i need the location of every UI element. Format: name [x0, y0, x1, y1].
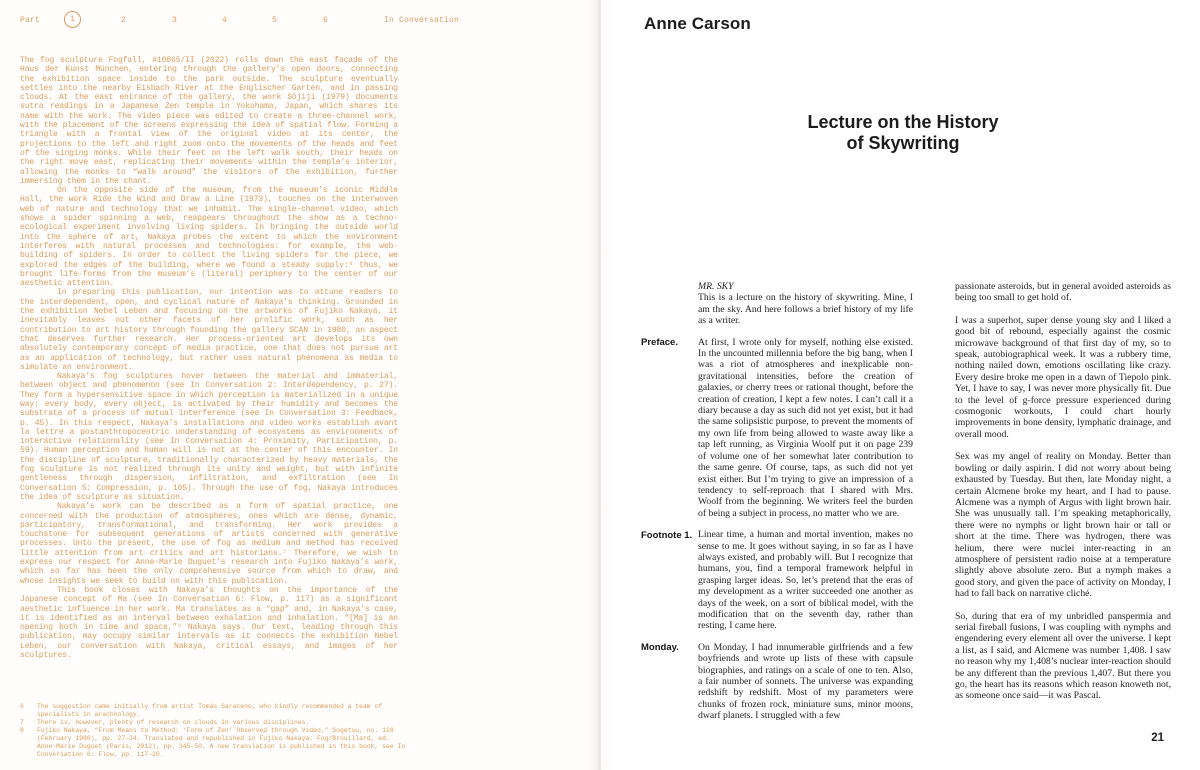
essay-paragraph: The fog sculpture Fogfall, #10865/II (2022) rolls down the east façade of the Haus der Kunst München, entering through the gallery’s open doors, connecting the exhibition space inside to the park outside. The sculpture eventually settles into the nearby Eisbach River at the Englischer Garten, and in passing clouds. At the east entrance of the gallery, the work Sōjiji (1979) documents sutra readings in a Japanese Zen temple in Yokohama, Japan, which shares its name with the work. The video piece was edited to create a three-channel work, with the placement of the screens expressing the idea of spatial flow. Forming a triangle with a frontal view of the original video at its center, the projections to the left and right zoom onto the movements of the heads and feet of the singing monks. While their feet on the left walk south, their heads on the right move east, replicating their movements within the temple’s interior, allowing the monks to “walk around” the visitors of the exhibition, further immersing them in the chant.	[20, 56, 398, 186]
margin-label-empty	[641, 281, 698, 327]
block-paragraph: At first, I wrote only for myself, nothing else existed. In the uncounted millennia before the big bang, when I was a riot of atmospheres and inexplicable non-gravitational intensities, before the creation of galaxies, or cherry trees or rational thought, before the creation of creation, I kept a few notes. I can’t call it a diary because a day as such did not yet exist, but it had the same solipsistic purpose, to prevent the moments of my own life from being allowed to waste away like a tap left running, as Virginia Woolf put it on page 239 of volume one of her somewhat later contribution to the same genre. Of course, taps, as such did not yet exist either. But I’m trying to give an impression of a tendency to self-reproach that I shared with Mrs. Woolf from the beginning. We writers feel the burden of being a subject in process, no matter who we are.	[698, 336, 913, 519]
essay-body	[20, 56, 398, 660]
footnote-text: The suggestion came initially from artist Tomás Saraceno, who kindly recommended a team of specialists in arachnology.	[37, 703, 383, 718]
header-section-label: In Conversation	[384, 16, 460, 25]
column-paragraph: passionate asteroids, but in general avoided asteroids as being too small to get hold of.	[955, 281, 1171, 304]
header-number-6: 6	[323, 16, 329, 25]
header-part-label: Part	[20, 16, 41, 25]
speaker-heading: MR. SKY	[698, 281, 734, 292]
text-block-intro	[641, 281, 913, 327]
essay-paragraph: This book closes with Nakaya’s thoughts on the importance of the Japanese concept of Ma (see In Conversation 6: Flow, p. 117) as a significant aesthetic influence in her work. Ma translates as a “gap” and, in Nakaya’s case, it is identified as an interval between exhalation and inhalation. “[Ma] is an opening both in time and space,”⁸ Nakaya says. Our text, leading through this publication, may occupy similar intervals as it connects the exhibition Nebel Leben, our conversation with Nakaya, critical essays, and images of her sculptures.	[20, 585, 398, 660]
article-title-line-1: Lecture on the History	[807, 112, 999, 132]
footnote-row	[20, 727, 408, 759]
footnote-text: Fujiko Nakaya, “From Means to Method: ‘Form of Zen’ Observed through Video,” Sogetsu, no. 128 (February 1980), pp. 27–34. Translated and republished in Fujiko Nakaya: Fog/Brouillard, ed. Anne-Marie Duguet (Paris, 2012), pp. 345–50. A new translation is published in this book, see In Conversation 6: Flow, pp. 117–20.	[37, 727, 406, 758]
footnote-row	[20, 703, 408, 719]
footnote-text: There is, however, plenty of research on clouds in various disciplines.	[37, 719, 310, 726]
column-paragraph: I was a superhot, super dense young sky and I liked a good bit of rebound, especially against the cosmic microwave background of that first day of my, so to speak, autobiographical week. It was a rubbery time, nothing nailed down, emotions oscillating like crazy. Every desire broke me open in a dawn of Tiepolo pink. Yet, I have to say, I was never more physically fit. Due to the level of g-force pressure experienced during cosmogonic workouts, I could chart hourly improvements in bone density, lymphatic drainage, and overall mood.	[955, 314, 1171, 440]
header-number-2: 2	[121, 16, 127, 25]
text-block-footnote-1	[641, 529, 913, 632]
header-number-1-active	[64, 11, 81, 28]
essay-paragraph: Nakaya’s work can be described as a form of spatial practice, one concerned with the production of atmospheres, ones which are dense, dynamic, participatory, transformational, and transforming. Her work provides a touchstone for subsequent generations of artists concerned with generative processes. Unto the present, the use of fog as medium and method has received little attention from art critics and art historians.⁷ Therefore, we wish to express our respect for Anne-Marie Duguet’s research into Fujiko Nakaya’s work, which so far has been the only comprehensive source from which to draw, and whose insights we seek to build on with this publication.	[20, 502, 398, 586]
column-paragraph: So, during that era of my unbridled panspermia and serial fireball fusions, I was coupling with nymphs and engendering every element all over the universe. I kept a list, as I said, and Alcmene was number 1,408. I saw no reason why my 1,408’s nuclear inter-reaction should be any different than the previous 1,407. But there you go, the heart has its reasons which reason knoweth not, as someone once said—it was Pascal.	[955, 610, 1171, 702]
essay-paragraph: Nakaya’s fog sculptures hover between the material and immaterial, between object and phenomenon (see In Conversation 2: Interdependency, p. 27). They form a hypersensitive space in which perception is materialized in a unique way: every body, every object, is activated by their humidity and becomes the substrate of a process of mutual interference (see In Conversation 3: Feedback, p. 45). In this respect, Nakaya’s installations and video works establish avant la lettre a postanthropocentric understanding of ecosystems as environments of interactive relationality (see In Conversation 4: Proximity, Participation, p. 59). Human perception and human will is not at the center of this encounter. In the discipline of sculpture, traditionally characterized by heavy materials, the fog sculpture is not realized through its unity and weight, but with infinite gentleness through dispersion, infiltration, and exfiltration (see In Conversation 5: Compression, p. 105). Through the use of fog, Nakaya introduces the idea of sculpture as situation.	[20, 372, 398, 502]
article-title	[600, 112, 1200, 154]
text-block-preface	[641, 337, 913, 520]
footnote-row	[20, 719, 408, 727]
column-paragraph: Sex was my angel of reality on Monday. Better than bowling or daily aspirin. I did not worry about being exhausted by Tuesday. But then, late Monday night, a certain Alcmene broke my heart, and I had to pause. Alcmene was a nymph of Argus with light brown hair. She was unusually tall. I’m speaking metaphorically, there were no nymphs or light brown hair or tall or short at the time. There was hydrogen, there was helium, there were nuclei inter-reacting in an atmosphere of persistent radio noise at a temperature slightly above absolute zero. But a nymph makes a good story, and given the pace of activity on Monday, I had to fall back on narrative cliché.	[955, 451, 1171, 600]
essay-paragraph: In preparing this publication, our intention was to attune readers to the interdependent, open, and cyclical nature of Nakaya’s thinking. Grounded in the exhibition Nebel Leben and focusing on the artworks of Fujiko Nakaya, it inevitably leaves out other facets of her prolific work, such as her contribution to art history through founding the gallery SCAN in 1980, an aspect that deserves further research. Her process-oriented art develops its own absolutely contemporary concept of media practice, one that does not pursue art as an application of technology, but rather uses natural phenomena as media to simulate an environment.	[20, 288, 398, 372]
margin-label-preface: Preface.	[641, 337, 678, 349]
page-right	[600, 0, 1200, 770]
article-title-line-2: of Skywriting	[846, 133, 960, 153]
block-paragraph: Linear time, a human and mortal invention, makes no sense to me. It goes without saying, in so far as I have always existed, and probably will. But I recognize that humans, you, find a temporal framework helpful in grasping larger ideas. So, let’s pretend that the eras of my development as a writer succeeded one another as days of the week, on a sort of biblical model, with the modification that on the seventh day, rather than resting, I came here.	[698, 529, 913, 632]
margin-label-footnote-1: Footnote 1.	[641, 529, 693, 541]
text-column-right	[955, 281, 1171, 713]
text-block-monday	[641, 642, 913, 722]
margin-label-monday: Monday.	[641, 642, 679, 654]
header-number-3: 3	[172, 16, 178, 25]
chapter-header	[0, 0, 600, 34]
essay-paragraph: On the opposite side of the museum, from the museum’s iconic Middle Hall, the work Ride the Wind and Draw a Line (1973), touches on the interwoven web of nature and technology that we inhabit. The single-channel video, which shows a spider spinning a web, reappears throughout the show as a techno-ecological experiment involving living spiders. In bringing the outside world into the sphere of art, Nakaya probes the extent to which the environment interferes with natural processes and technologies: for example, the web-building of spiders. In order to collect the living spiders for the piece, we explored the edges of the building, where we found a steady supply:⁶ thus, we brought life-forms from the museum’s (literal) periphery to the center of our aesthetic attention.	[20, 186, 398, 289]
author-name: Anne Carson	[644, 14, 751, 33]
footnote-number: 8	[20, 727, 24, 734]
block-paragraph: On Monday, I had innumerable girlfriends and a few boyfriends and wrote up lists of these with capsule biographies, and ratings on a scale of one to ten. Also, a fair number of sonnets. The universe was expanding redshift by redshift. Most of my parameters were chunks of frozen rock, miniature suns, minor moons, dwarf planets. I struggled with a few	[698, 641, 913, 722]
footnotes-block	[20, 703, 408, 759]
text-column-left	[641, 281, 913, 732]
footnote-number: 6	[20, 703, 24, 710]
header-number-1: 1	[70, 14, 75, 24]
intro-paragraph: This is a lecture on the history of skywriting. Mine, I am the sky. And here follows a brief history of my life as a writer.	[698, 292, 913, 327]
header-number-5: 5	[272, 16, 278, 25]
footnote-number: 7	[20, 719, 24, 726]
header-number-4: 4	[222, 16, 228, 25]
page-number: 21	[1151, 731, 1164, 744]
